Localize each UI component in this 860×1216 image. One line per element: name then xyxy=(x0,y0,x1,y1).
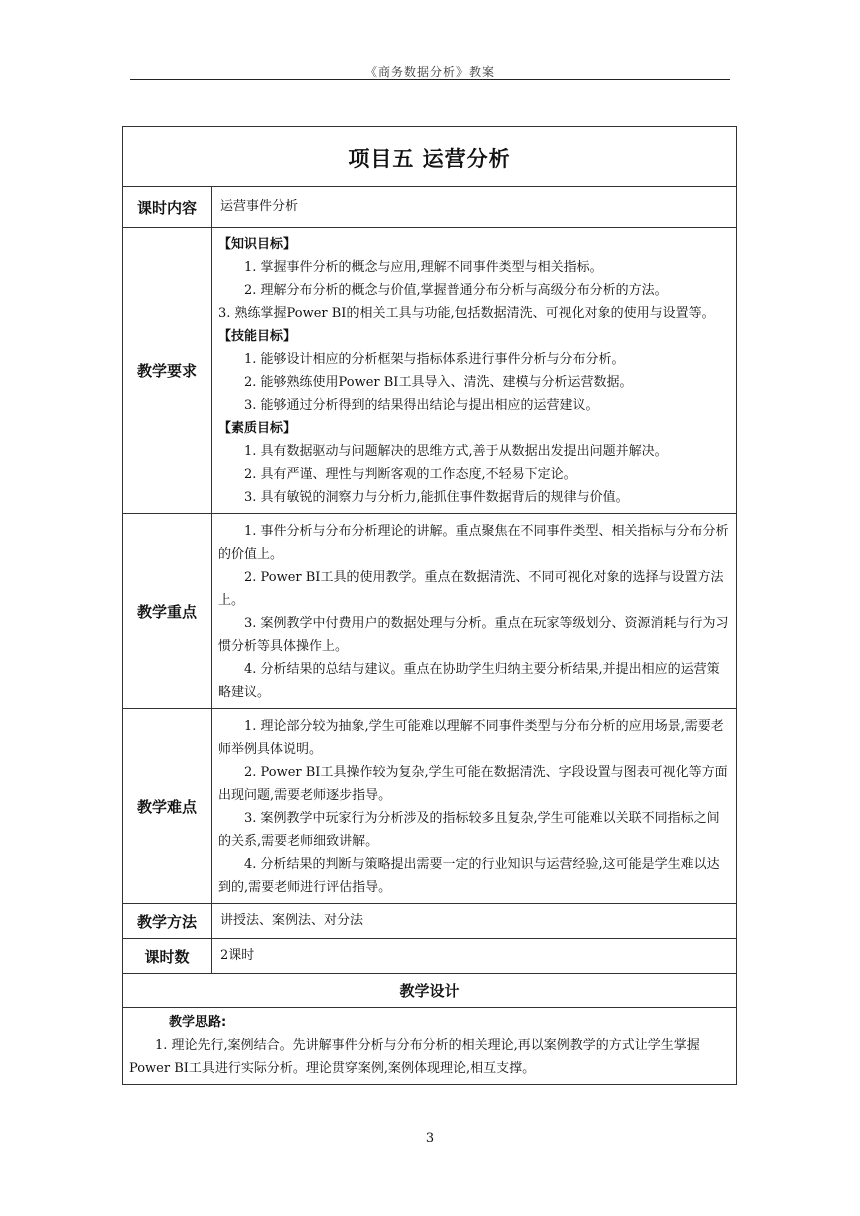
knowledge-heading: 【知识目标】 xyxy=(218,237,297,252)
design-heading: 教学设计 xyxy=(123,974,737,1008)
skills-heading: 【技能目标】 xyxy=(218,329,297,344)
knowledge-item: 2. 理解分布分析的概念与价值,掌握普通分布分析与高级分布分析的方法。 xyxy=(244,283,668,298)
difficulty-item: 4. 分析结果的判断与策略提出需要一定的行业知识与运营经验,这可能是学生难以达到的,需要老师进行评估指导。 xyxy=(218,857,720,895)
lesson-content-label: 课时内容 xyxy=(123,187,212,228)
key-point-item: 4. 分析结果的总结与建议。重点在协助学生归纳主要分析结果,并提出相应的运营策略建议。 xyxy=(218,662,720,700)
key-points-row xyxy=(123,514,737,709)
quality-item: 3. 具有敏锐的洞察力与分析力,能抓住事件数据背后的规律与价值。 xyxy=(244,490,629,505)
knowledge-item: 1. 掌握事件分析的概念与应用,理解不同事件类型与相关指标。 xyxy=(244,260,603,275)
lesson-plan-table xyxy=(122,126,737,1085)
difficulty-item: 1. 理论部分较为抽象,学生可能难以理解不同事件类型与分布分析的应用场景,需要老师举例具体说明。 xyxy=(218,719,724,757)
methods-label: 教学方法 xyxy=(123,904,212,939)
skills-item: 1. 能够设计相应的分析框架与指标体系进行事件分析与分布分析。 xyxy=(244,352,625,367)
lesson-content-value: 运营事件分析 xyxy=(212,187,737,228)
key-point-item: 1. 事件分析与分布分析理论的讲解。重点聚焦在不同事件类型、相关指标与分布分析的价值上。 xyxy=(218,524,729,562)
design-body-row xyxy=(123,1008,737,1085)
design-body xyxy=(123,1008,737,1085)
skills-item: 2. 能够熟练使用Power BI工具导入、清洗、建模与分析运营数据。 xyxy=(244,375,633,390)
key-point-item: 3. 案例教学中付费用户的数据处理与分析。重点在玩家等级划分、资源消耗与行为习惯分析等具体操作上。 xyxy=(218,616,729,654)
difficulty-item: 2. Power BI工具操作较为复杂,学生可能在数据清洗、字段设置与图表可视化等方面出现问题,需要老师逐步指导。 xyxy=(218,765,728,803)
header-rule xyxy=(130,79,730,80)
page-number: 3 xyxy=(425,1131,435,1146)
quality-heading: 【素质目标】 xyxy=(218,421,297,436)
difficulties-label: 教学难点 xyxy=(123,709,212,904)
key-points-label: 教学重点 xyxy=(123,514,212,709)
hours-row xyxy=(123,939,737,974)
key-points-content xyxy=(212,514,737,709)
teaching-idea-label: 教学思路: xyxy=(169,1015,227,1030)
requirements-content xyxy=(212,228,737,514)
quality-item: 1. 具有数据驱动与问题解决的思维方式,善于从数据出发提出问题并解决。 xyxy=(244,444,668,459)
hours-value: 2课时 xyxy=(212,939,737,974)
requirements-row xyxy=(123,228,737,514)
methods-value: 讲授法、案例法、对分法 xyxy=(212,904,737,939)
teaching-idea-item: 1. 理论先行,案例结合。先讲解事件分析与分布分析的相关理论,再以案例教学的方式让学生掌握Power BI工具进行实际分析。理论贯穿案例,案例体现理论,相互支撑。 xyxy=(129,1038,700,1076)
requirements-label: 教学要求 xyxy=(123,228,212,514)
quality-item: 2. 具有严谨、理性与判断客观的工作态度,不轻易下定论。 xyxy=(244,467,577,482)
difficulties-content xyxy=(212,709,737,904)
hours-label: 课时数 xyxy=(123,939,212,974)
methods-row xyxy=(123,904,737,939)
difficulties-row xyxy=(123,709,737,904)
lesson-content-row xyxy=(123,187,737,228)
knowledge-item: 3. 熟练掌握Power BI的相关工具与功能,包括数据清洗、可视化对象的使用与设置等。 xyxy=(218,306,715,321)
difficulty-item: 3. 案例教学中玩家行为分析涉及的指标较多且复杂,学生可能难以关联不同指标之间的关系,需要老师细致讲解。 xyxy=(218,811,720,849)
running-header: 《商务数据分析》教案 xyxy=(364,65,495,79)
key-point-item: 2. Power BI工具的使用教学。重点在数据清洗、不同可视化对象的选择与设置方法上。 xyxy=(218,570,724,608)
skills-item: 3. 能够通过分析得到的结果得出结论与提出相应的运营建议。 xyxy=(244,398,599,413)
page-title: 项目五 运营分析 xyxy=(123,127,737,187)
design-heading-row xyxy=(123,974,737,1008)
title-row xyxy=(123,127,737,187)
